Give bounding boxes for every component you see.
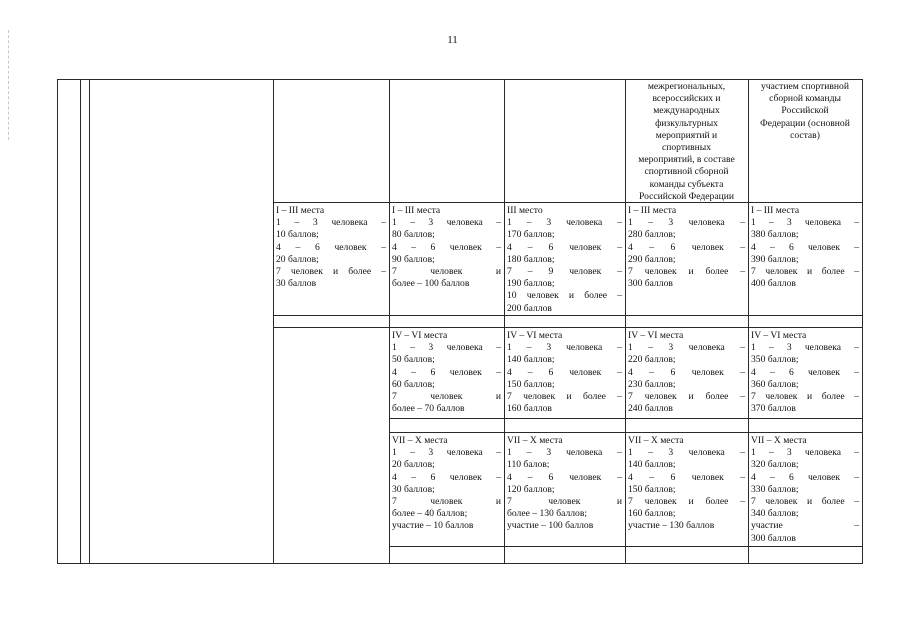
score-cell: VII – X места 1 – 3 человека – 140 баллов; 4 – 6 человек – 150 баллов; 7 человек и более – 160 баллов; участие – 130 баллов	[628, 435, 745, 532]
column-divider	[89, 79, 90, 564]
row-divider	[273, 315, 862, 316]
page-number: 11	[447, 34, 458, 46]
header-cell-competitions: межрегиональных, всероссийских и международных физкультурных мероприятий и спортивных мероприятий, в составе спортивной сборной команды субъекта Российской Федерации	[638, 81, 735, 202]
table-border-bottom	[57, 563, 862, 564]
binding-margin-line	[8, 30, 9, 140]
score-cell: IV – VI места 1 – 3 человека – 350 баллов; 4 – 6 человек – 360 баллов; 7 человек и более – 370 баллов	[751, 330, 859, 415]
row-divider	[389, 418, 862, 419]
column-divider	[273, 79, 274, 564]
score-cell: I – III места 1 – 3 человека – 10 баллов; 4 – 6 человек – 20 баллов; 7 человек и более – 30 баллов	[276, 205, 386, 290]
score-cell: IV – VI места 1 – 3 человека – 140 баллов; 4 – 6 человек – 150 баллов; 7 человек и более – 160 баллов	[507, 330, 622, 415]
score-cell: IV – VI места 1 – 3 человека – 50 баллов; 4 – 6 человек – 60 баллов; 7 человек и более – 70 баллов	[392, 330, 501, 415]
score-cell: VII – X места 1 – 3 человека – 110 балов; 4 – 6 человек – 120 баллов; 7 человек и более – 130 баллов; участие – 100 баллов	[507, 435, 622, 532]
scoring-table	[57, 79, 862, 564]
table-border-left	[57, 79, 58, 564]
score-cell: I – III места 1 – 3 человека – 380 баллов; 4 – 6 человек – 390 баллов; 7 человек и более – 400 баллов	[751, 205, 859, 290]
score-cell: III место 1 – 3 человека – 170 баллов; 4 – 6 человек – 180 баллов; 7 – 9 человек – 190 баллов; 10 человек и более – 200 баллов	[507, 205, 622, 314]
table-border-right	[862, 79, 863, 564]
score-cell: VII – X места 1 – 3 человека – 320 баллов; 4 – 6 человек – 330 баллов; 7 человек и более – 340 баллов; участие – 300 баллов	[751, 435, 859, 544]
score-cell: I – III места 1 – 3 человека – 80 баллов; 4 – 6 человек – 90 баллов; 7 человек и более – 100 баллов	[392, 205, 501, 290]
score-cell: I – III места 1 – 3 человека – 280 баллов; 4 – 6 человек – 290 баллов; 7 человек и более – 300 баллов	[628, 205, 745, 290]
score-cell: IV – VI места 1 – 3 человека – 220 баллов; 4 – 6 человек – 230 баллов; 7 человек и более – 240 баллов	[628, 330, 745, 415]
score-cell: VII – X места 1 – 3 человека – 20 баллов; 4 – 6 человек – 30 баллов; 7 человек и более – 40 баллов; участие – 10 баллов	[392, 435, 501, 532]
header-cell-national-team: участием спортивной сборной команды Российской Федерации (основной состав)	[760, 81, 850, 141]
column-divider	[80, 79, 81, 564]
row-divider	[389, 546, 862, 547]
